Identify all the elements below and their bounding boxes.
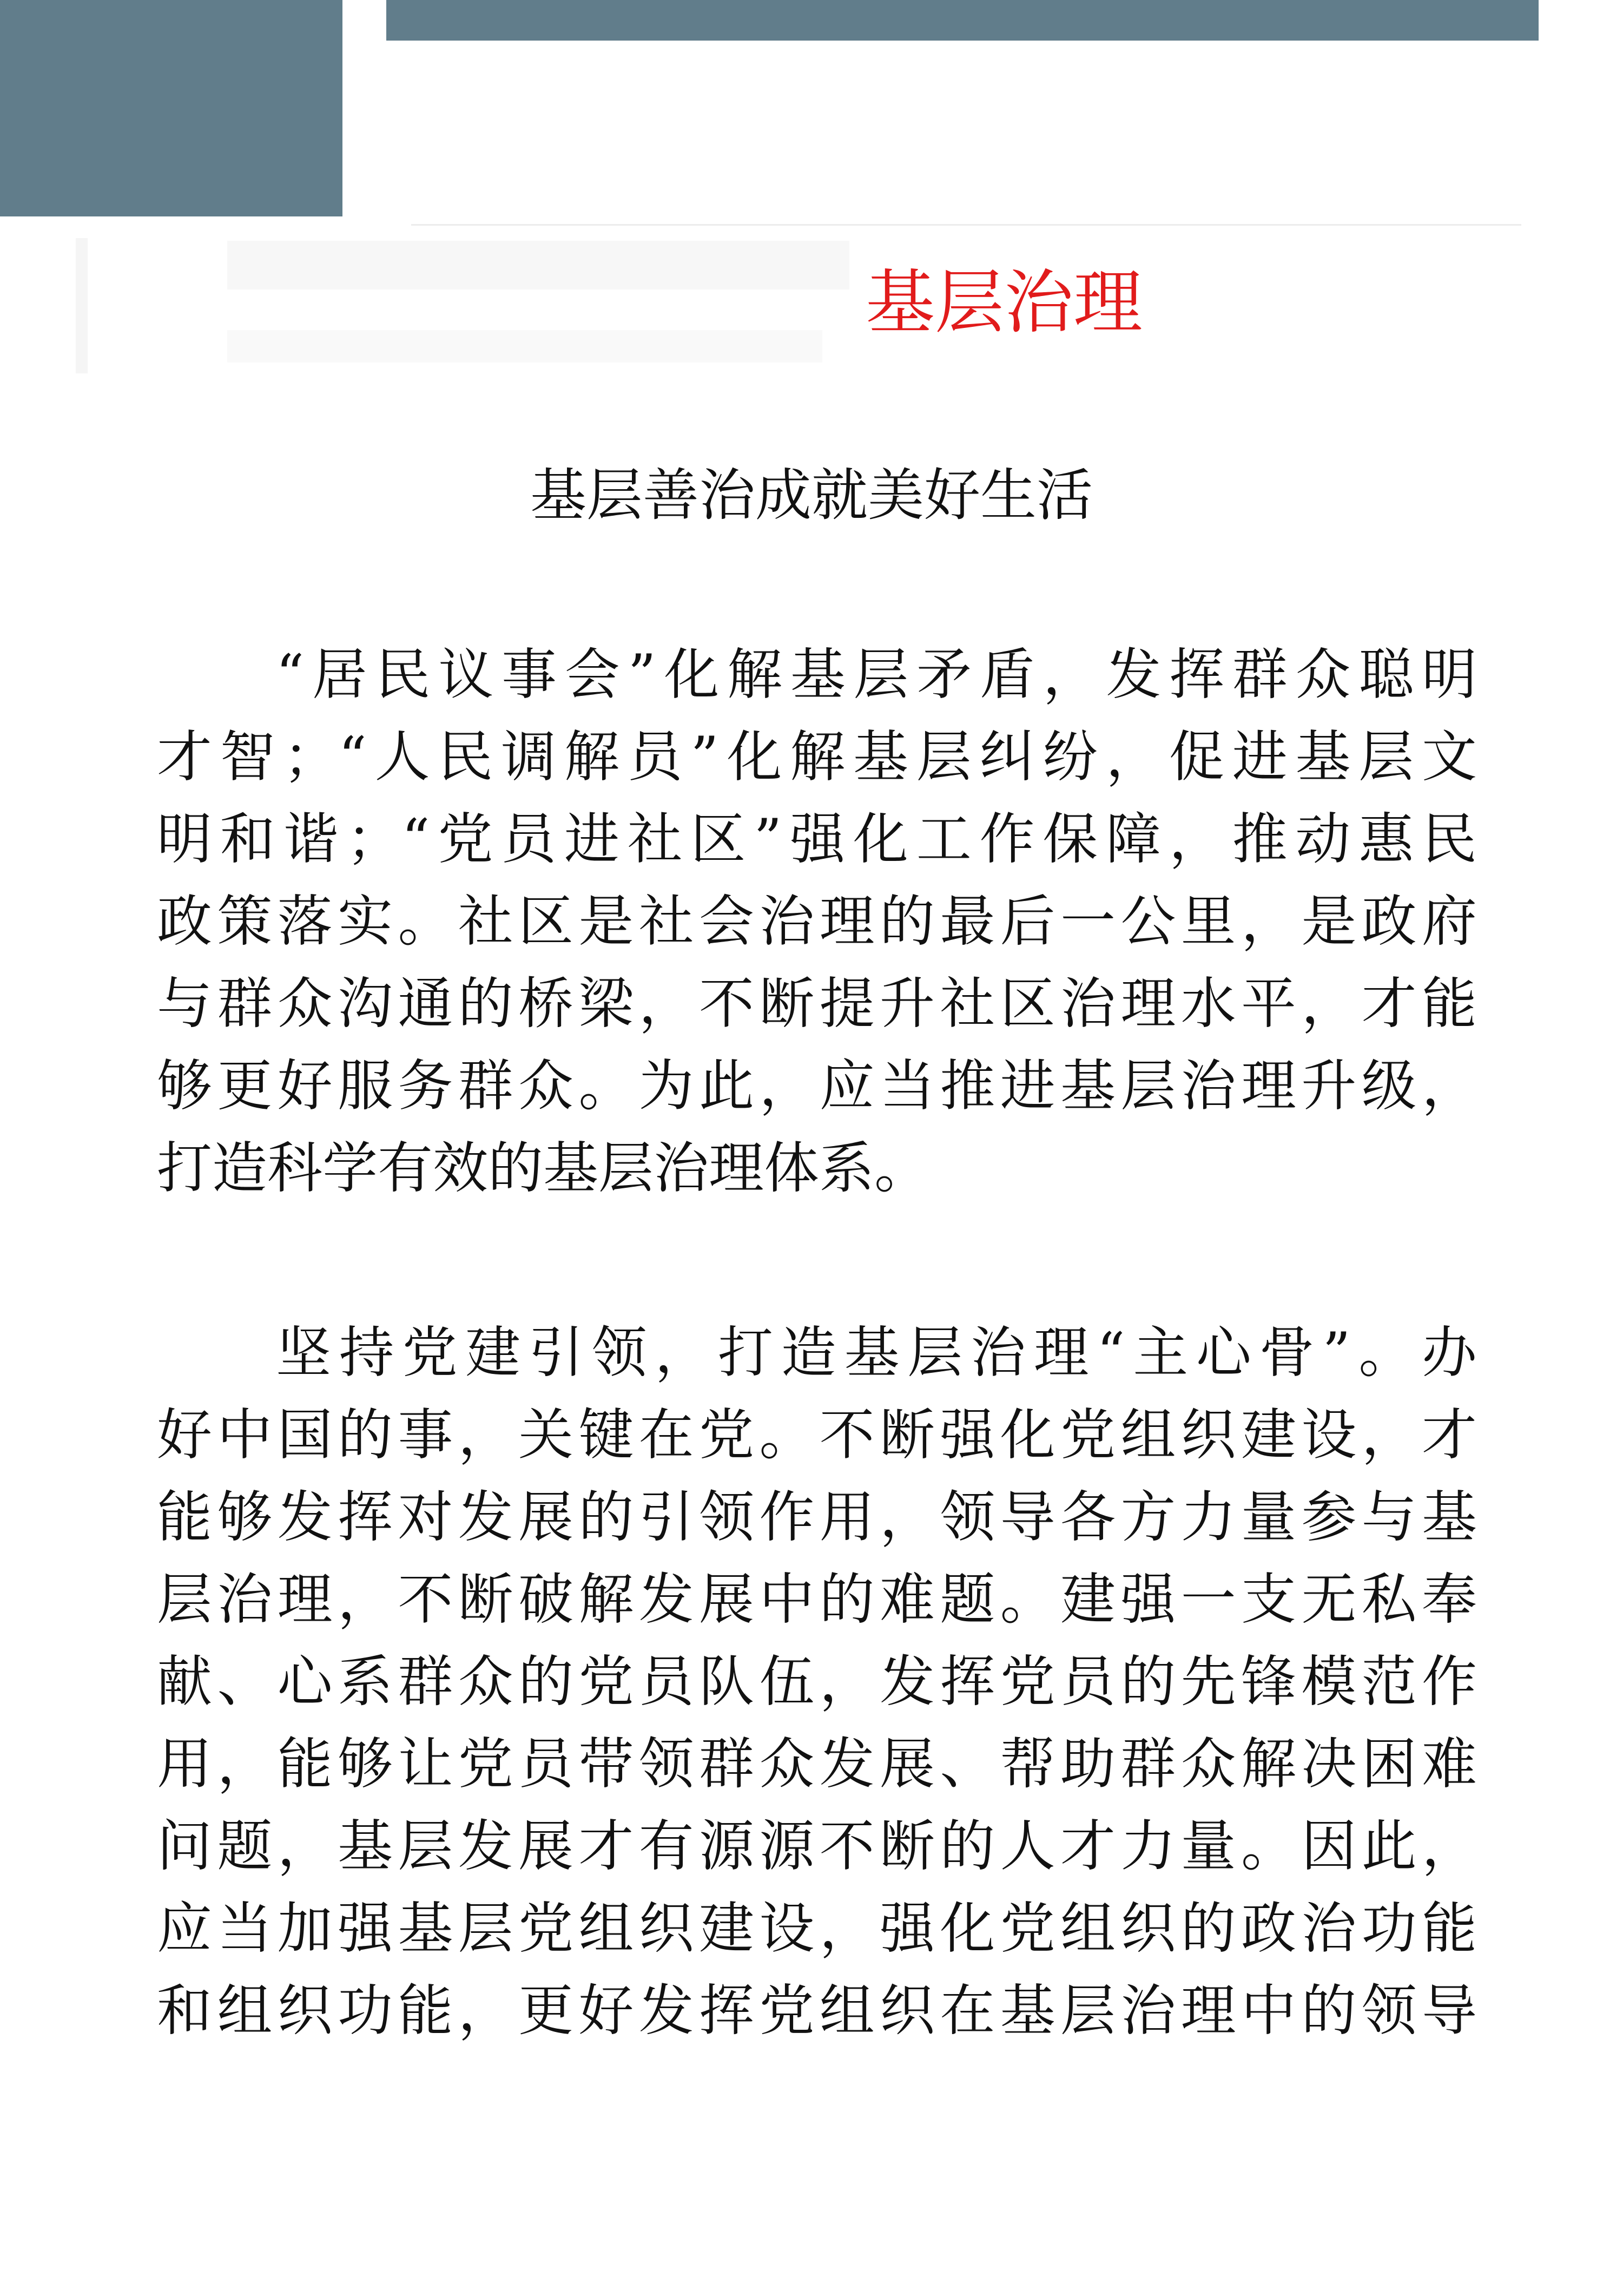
header-divider — [411, 224, 1521, 226]
article-paragraph-1 — [157, 634, 1477, 1210]
faded-background-mark — [227, 330, 822, 363]
paragraph-line: 和组织功能，更好发挥党组织在基层治理中的领导 — [157, 1979, 1477, 2043]
paragraph-line: 能够发挥对发展的引领作用，领导各方力量参与基 — [157, 1485, 1477, 1550]
decorative-block-left — [0, 0, 342, 216]
paragraph-line: 好中国的事，关键在党。不断强化党组织建设，才 — [157, 1403, 1477, 1468]
paragraph-line: 应当加强基层党组织建设，强化党组织的政治功能 — [157, 1897, 1477, 1961]
paragraph-line: “居民议事会”化解基层矛盾，发挥群众聪明 — [276, 643, 1477, 707]
paragraph-line: 用，能够让党员带领群众发展、帮助群众解决困难 — [157, 1732, 1477, 1797]
paragraph-line: 献、心系群众的党员队伍，发挥党员的先锋模范作 — [157, 1650, 1477, 1714]
paragraph-line: 明和谐；“党员进社区”强化工作保障，推动惠民 — [157, 807, 1477, 872]
paragraph-line: 政策落实。社区是社会治理的最后一公里，是政府 — [157, 890, 1477, 954]
paragraph-line: 层治理，不断破解发展中的难题。建强一支无私奉 — [157, 1568, 1477, 1632]
paragraph-line: 才智；“人民调解员”化解基层纠纷，促进基层文 — [157, 725, 1477, 790]
decorative-bar-top — [386, 0, 1539, 41]
article-title: 基层善治成就美好生活 — [530, 462, 1093, 528]
paragraph-line: 坚持党建引领，打造基层治理“主心骨”。办 — [276, 1321, 1477, 1385]
paragraph-line: 问题，基层发展才有源源不断的人才力量。因此， — [157, 1814, 1477, 1879]
paragraph-line: 与群众沟通的桥梁，不断提升社区治理水平，才能 — [157, 972, 1477, 1036]
paragraph-line: 够更好服务群众。为此，应当推进基层治理升级， — [157, 1054, 1477, 1119]
faded-background-mark — [76, 238, 88, 373]
article-paragraph-2 — [157, 1312, 1477, 2052]
paragraph-line: 打造科学有效的基层治理体系。 — [157, 1136, 929, 1201]
section-title: 基层治理 — [866, 262, 1143, 343]
faded-background-mark — [227, 241, 849, 290]
